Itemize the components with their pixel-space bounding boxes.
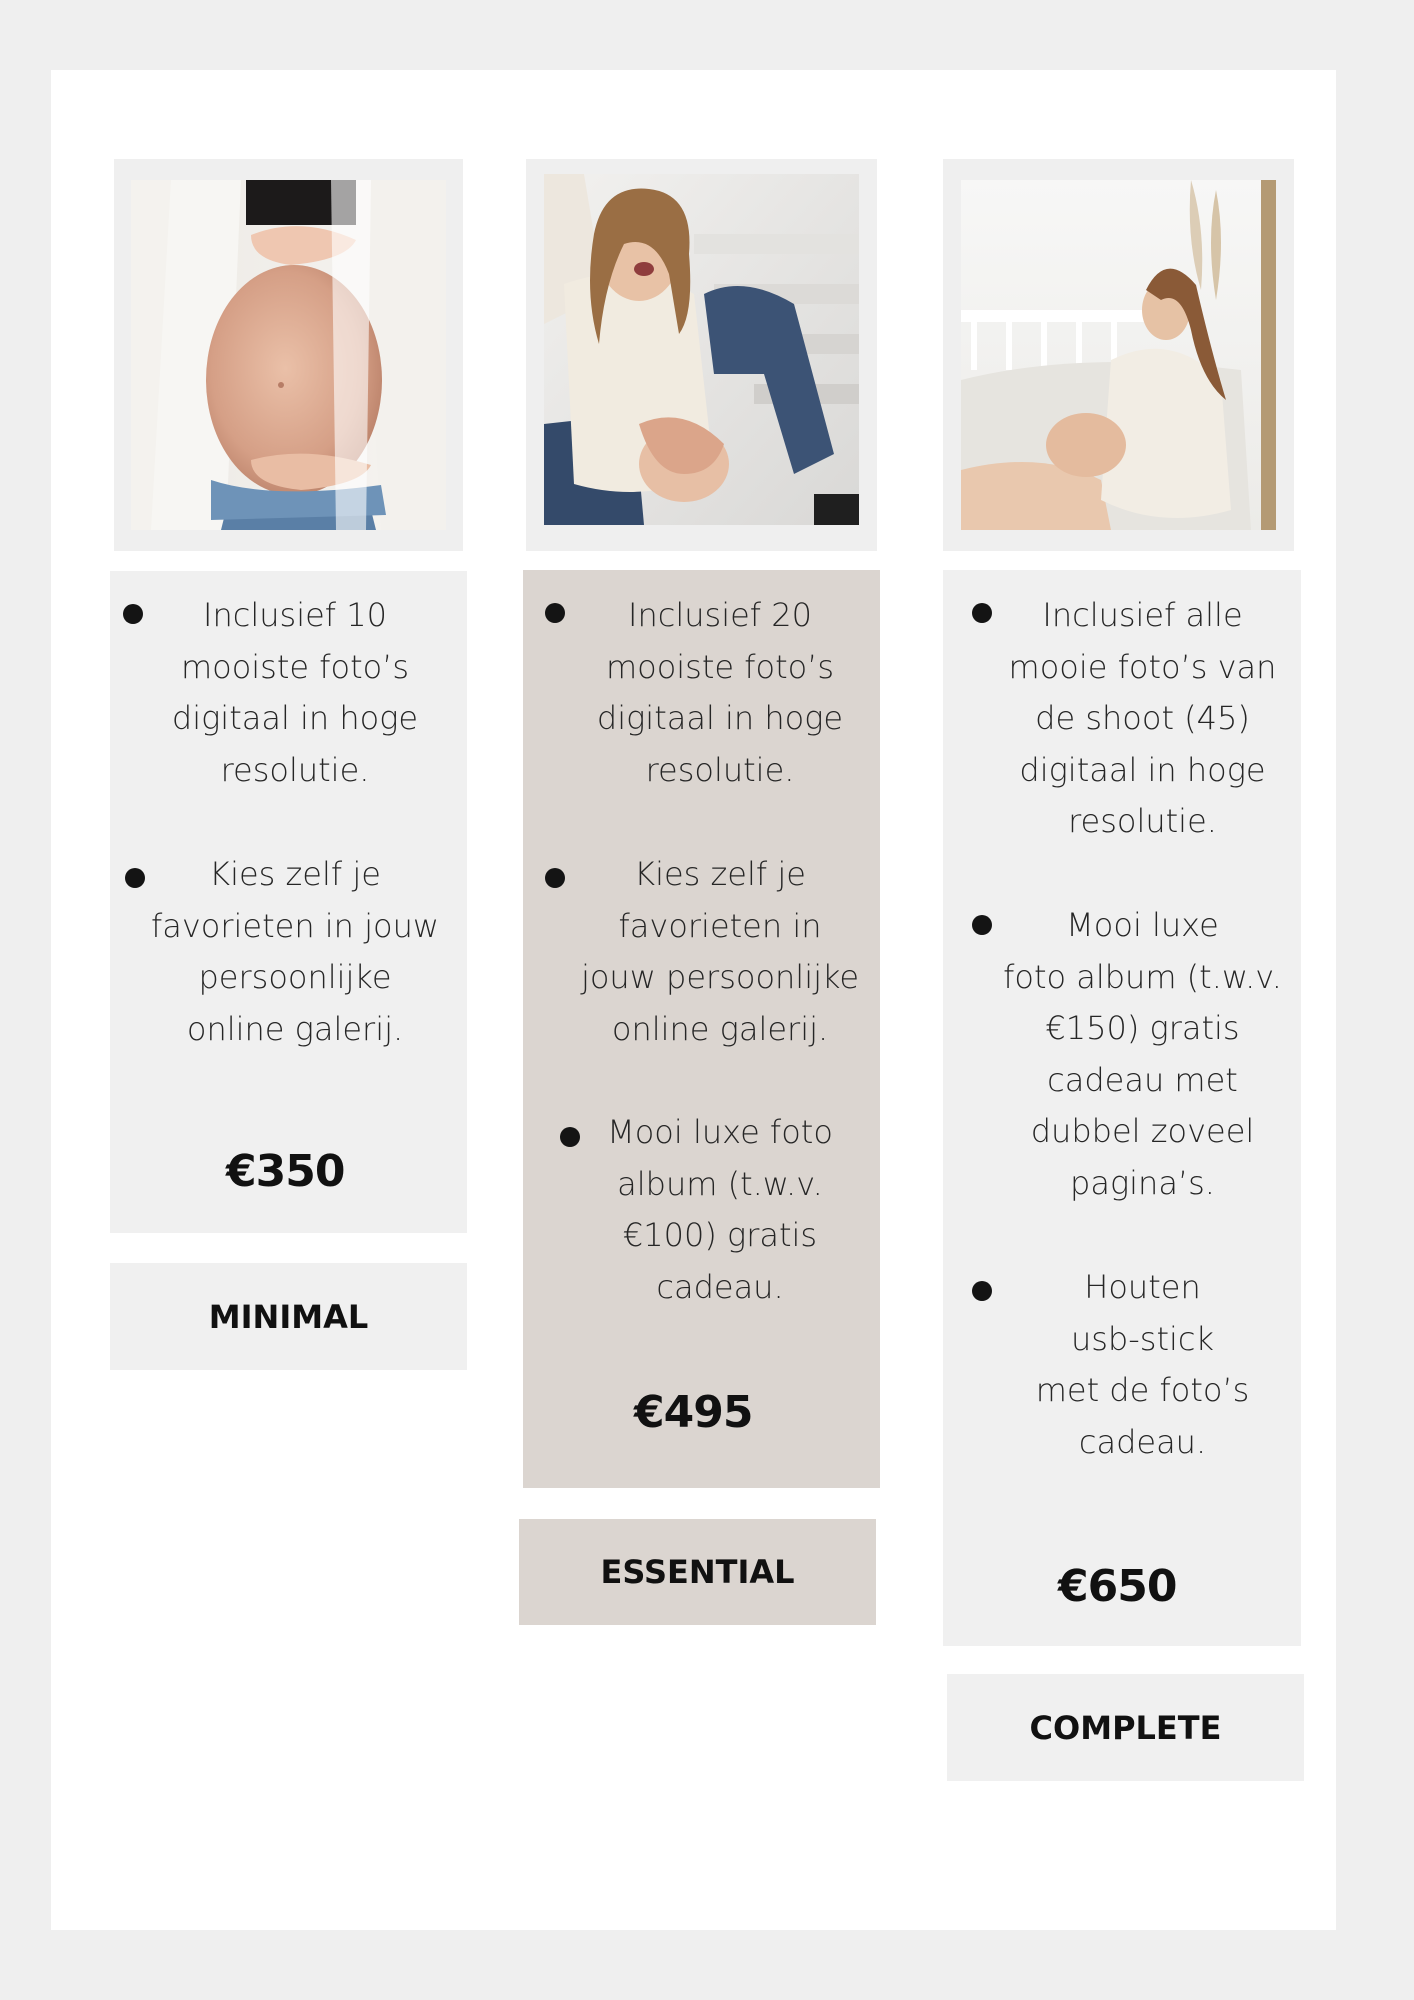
feature-text: Houten usb-stick met de foto’s cadeau. [1035, 1268, 1250, 1461]
feature-text: Inclusief alle mooie foto’s van de shoot (45) digitaal in hoge resolutie. [1008, 596, 1277, 840]
feature-text: Mooi luxe foto album (t.w.v. €100) gratis cadeau. [607, 1113, 833, 1306]
maternity-photo-essential [544, 174, 859, 525]
maternity-photo-minimal [131, 180, 446, 530]
package-label-essential [519, 1519, 876, 1625]
price-minimal: €350 [226, 1146, 345, 1197]
maternity-photo-complete-image [961, 180, 1276, 530]
feature-text: Inclusief 20 mooiste foto’s digitaal in hoge resolutie. [596, 596, 844, 789]
feature-text: Kies zelf je favorieten in jouw persoonlijke online galerij. [580, 855, 860, 1048]
maternity-photo-essential-image [544, 174, 859, 525]
package-name: ESSENTIAL [600, 1553, 795, 1591]
package-name: COMPLETE [1029, 1708, 1222, 1747]
maternity-photo-minimal-image [131, 180, 446, 530]
package-label-complete [947, 1674, 1304, 1781]
feature-text: Inclusief 10 mooiste foto’s digitaal in hoge resolutie. [171, 596, 419, 789]
price-complete: €650 [1058, 1561, 1177, 1612]
package-label-minimal [110, 1263, 467, 1370]
feature-text: Kies zelf je favorieten in jouw persoonlijke online galerij. [150, 855, 440, 1048]
price-essential: €495 [634, 1387, 753, 1438]
maternity-photo-complete [961, 180, 1276, 530]
package-name: MINIMAL [208, 1297, 369, 1336]
feature-text: Mooi luxe foto album (t.w.v. €150) gratis cadeau met dubbel zoveel pagina’s. [1003, 906, 1282, 1202]
